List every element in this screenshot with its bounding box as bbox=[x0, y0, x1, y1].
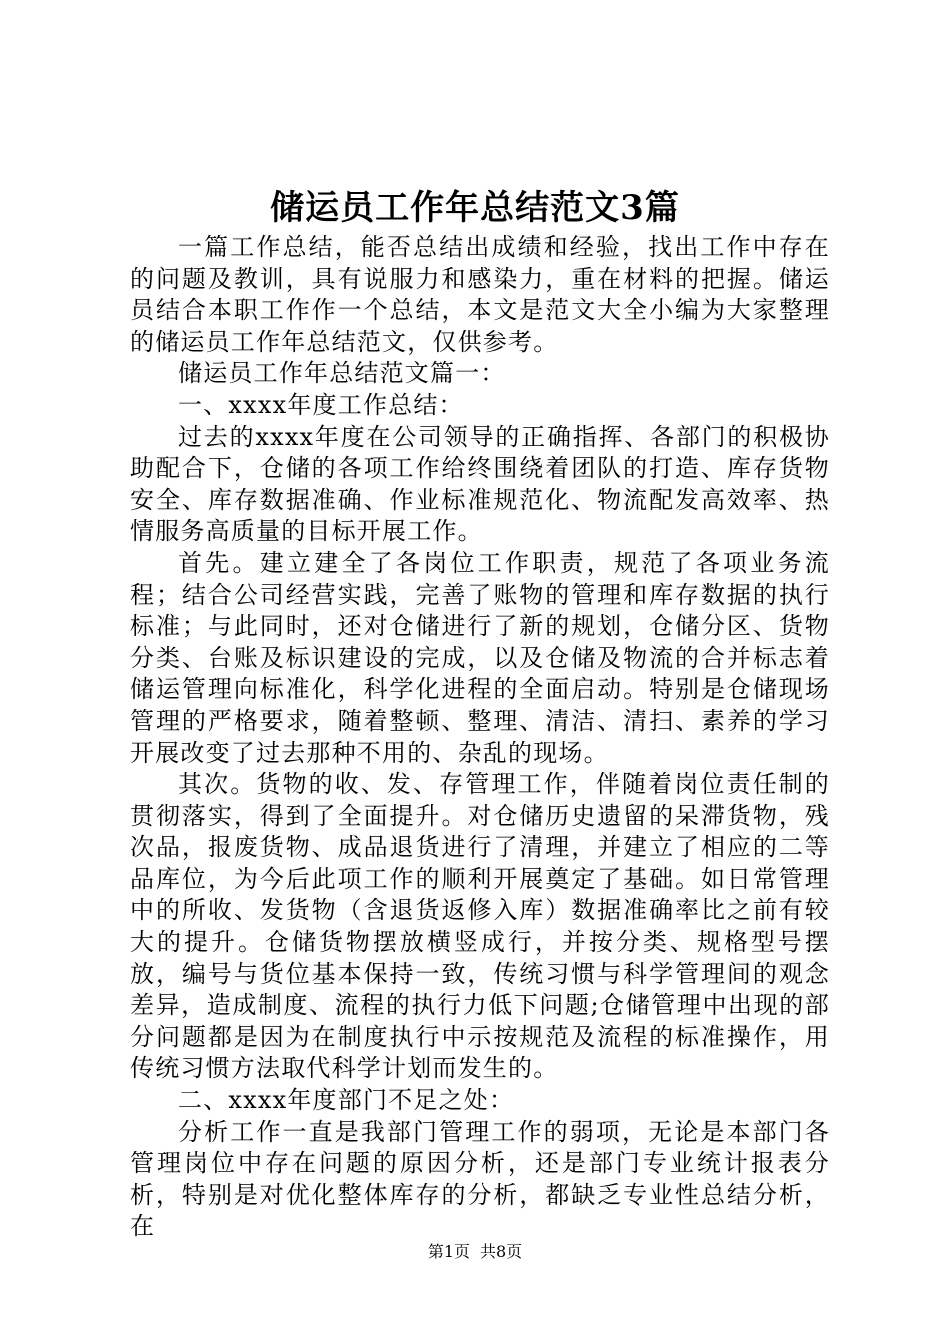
section-heading-shortcomings: 二、xxxx年度部门不足之处： bbox=[178, 1086, 515, 1115]
body-paragraph: 首先。建立建全了各岗位工作职责，规范了各项业务流程；结合公司经营实践，完善了账物的管理和库存数据的执行标准；与此同时，还对仓储进行了新的规划，仓储分区、货物分类、台账及标识建设的完成，以及仓储及物流的合并标志着储运管理向标准化，科学化进程的全面启动。特别是仓储现场管理的严格要求，随着整顿、整理、清洁、清扫、素养的学习开展改变了过去那种不用的、杂乱的现场。 bbox=[130, 548, 830, 767]
document-body bbox=[130, 232, 830, 1243]
page-number: 第1页 bbox=[427, 1242, 470, 1261]
document-title: 储运员工作年总结范文3篇 bbox=[270, 188, 680, 228]
body-paragraph: 其次。货物的收、发、存管理工作，伴随着岗位责任制的贯彻落实，得到了全面提升。对仓储历史遗留的呆滞货物，残次品，报废货物、成品退货进行了清理，并建立了相应的二等品库位，为今后此项工作的顺利开展奠定了基础。如日常管理中的所收、发货物（含退货返修入库）数据准确率比之前有较大的提升。仓储货物摆放横竖成行，并按分类、规格型号摆放，编号与货位基本保持一致，传统习惯与科学管理间的观念差异，造成制度、流程的执行力低下问题;仓储管理中出现的部分问题都是因为在制度执行中示按规范及流程的标准操作，用传统习惯方法取代科学计划而发生的。 bbox=[130, 770, 830, 1083]
intro-paragraph: 一篇工作总结，能否总结出成绩和经验，找出工作中存在的问题及教训，具有说服力和感染力，重在材料的把握。储运员结合本职工作作一个总结，本文是范文大全小编为大家整理的储运员工作年总结范文，仅供参考。 bbox=[130, 233, 830, 356]
page-footer bbox=[0, 1241, 950, 1263]
page-total: 共8页 bbox=[480, 1242, 523, 1261]
body-paragraph: 过去的xxxx年度在公司领导的正确指挥、各部门的积极协助配合下，仓储的各项工作给终围绕着团队的打造、库存货物安全、库存数据准确、作业标准规范化、物流配发高效率、热情服务高质量的目标开展工作。 bbox=[130, 422, 830, 546]
body-paragraph: 分析工作一直是我部门管理工作的弱项，无论是本部门各管理岗位中存在问题的原因分析，还是部门专业统计报表分析，特别是对优化整体库存的分析，都缺乏专业性总结分析，在 bbox=[130, 1117, 830, 1241]
section-heading-annual-summary: 一、xxxx年度工作总结： bbox=[178, 390, 464, 419]
section-heading-part-one: 储运员工作年总结范文篇一： bbox=[178, 359, 506, 388]
